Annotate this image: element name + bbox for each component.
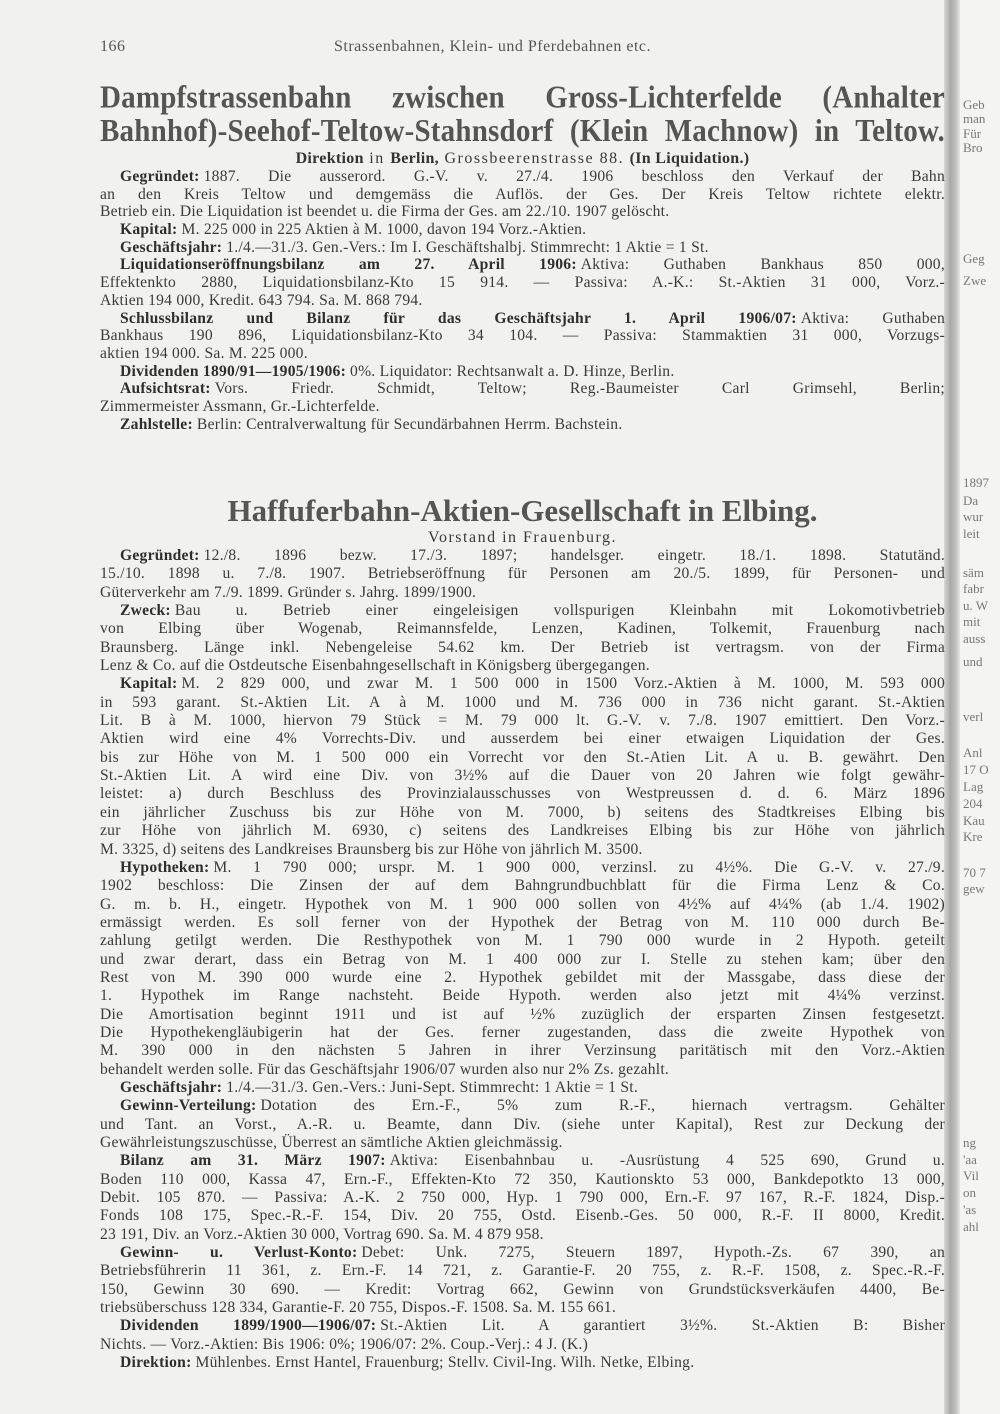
field-text: aktien 194 000. Sa. M. 225 000. bbox=[100, 344, 308, 362]
field-text: triebsüberschuss 128 334, Garantie-F. 20 755, Dispos.-F. 1508. Sa. M. 155 661. bbox=[100, 1299, 616, 1317]
text-line bbox=[100, 1116, 945, 1134]
text-line bbox=[100, 822, 945, 840]
text-line bbox=[100, 1024, 945, 1042]
paragraph bbox=[100, 239, 945, 257]
entry-body bbox=[100, 547, 945, 1372]
adjacent-page-fragment: verl bbox=[963, 709, 984, 724]
field-text: M. 3325, d) seitens des Landkreises Braunsberg bis zur Höhe von jährlich M. 3500. bbox=[100, 840, 643, 858]
text-line bbox=[100, 274, 945, 292]
adjacent-page-fragment: Zwe bbox=[963, 273, 987, 288]
text-line bbox=[100, 221, 945, 239]
entry-dampfstrassenbahn bbox=[100, 81, 945, 433]
text-line bbox=[100, 694, 945, 712]
field-label: Bilanz am 31. März 1907: bbox=[120, 1152, 386, 1170]
adjacent-page-fragment: on bbox=[963, 1185, 976, 1200]
paragraph bbox=[100, 859, 945, 1079]
text-line bbox=[100, 859, 945, 877]
paragraph bbox=[100, 168, 945, 221]
field-text: Betriebsführerin 11 361, z. Ern.-F. 14 721, z. Garantie-F. 20 755, z. R.-F. 1508, z. Spec.-R.-F. bbox=[100, 1262, 945, 1280]
field-label: Zahlstelle: bbox=[120, 415, 193, 433]
field-text: Dotation des Ern.-F., 5% zum R.-F., hiernach vertragsm. Gehälter bbox=[260, 1097, 945, 1115]
text-line bbox=[100, 749, 945, 767]
text-line bbox=[100, 639, 945, 657]
text-line bbox=[100, 1079, 945, 1097]
paragraph bbox=[100, 1097, 945, 1152]
text-line bbox=[100, 345, 945, 363]
field-label: Hypotheken: bbox=[120, 858, 210, 876]
field-text: Die Hypothekengläubigerin hat der Ges. ferner zugestanden, dass die zweite Hypothek von bbox=[100, 1023, 945, 1041]
text-line bbox=[100, 363, 945, 381]
adjacent-page-fragment: Anl bbox=[963, 745, 983, 760]
field-label: Gegründet: bbox=[120, 168, 200, 185]
text-line bbox=[100, 987, 945, 1005]
field-text: behandelt werden solle. Für das Geschäftsjahr 1906/07 wurden also nur 2% Zs. gezahlt. bbox=[100, 1060, 670, 1078]
text-line bbox=[100, 1207, 945, 1225]
text-line bbox=[100, 804, 945, 822]
text-line bbox=[100, 712, 945, 730]
field-text: Aktien 194 000, Kredit. 643 794. Sa. M. 868 794. bbox=[100, 291, 423, 309]
field-text: M. 390 000 in den nächsten 5 Jahren in ihrer Verzinsung paritätisch mit den Vorz.-Aktien bbox=[100, 1042, 945, 1060]
text-line bbox=[100, 602, 945, 620]
adjacent-page-fragment: auss bbox=[963, 631, 986, 646]
field-label: Liquidationseröffnungsbilanz am 27. April 1906: bbox=[120, 256, 577, 274]
field-text: Vors. Friedr. Schmidt, Teltow; Reg.-Baumeister Carl Grimsehl, Berlin; bbox=[214, 380, 945, 398]
text-line bbox=[100, 1134, 945, 1152]
field-text: 1902 beschloss: Die Zinsen der auf dem Bahngrundbuchblatt für die Firma Lenz & Co. bbox=[100, 877, 945, 895]
adjacent-page-fragment: 1897 bbox=[963, 475, 989, 490]
field-text: M. 2 829 000, und zwar M. 1 500 000 in 1500 Vorz.-Aktien à M. 1000, M. 593 000 bbox=[181, 675, 945, 693]
field-text: Braunsberg. Länge inkl. Nebengeleise 54.62 km. Der Betrieb ist vertragsm. von der Firma bbox=[100, 638, 945, 656]
field-label: Gewinn- u. Verlust-Konto: bbox=[120, 1244, 358, 1262]
field-label: Schlussbilanz und Bilanz für das Geschäftsjahr 1. April 1906/07: bbox=[120, 309, 797, 327]
text-line bbox=[100, 327, 945, 345]
text-line bbox=[100, 1262, 945, 1280]
field-text: Lit. B à M. 1000, hiervon 79 Stück = M. 79 000 lt. G.-V. v. 7./8. 1907 emittiert. Den Vorz.- bbox=[100, 712, 945, 730]
field-text: 1. Hypothek im Range nachsteht. Beide Hypoth. werden also jetzt mit 4¼% verzinst. bbox=[100, 987, 945, 1005]
field-text: Aktien wird eine 4% Vorrechts-Div. und ausserdem bei einer etwaigen Liquidation der Ges. bbox=[100, 730, 945, 748]
entry-title bbox=[100, 82, 945, 149]
text-line bbox=[100, 1226, 945, 1244]
field-text: 1./4.—31./3. Gen.-Vers.: Im I. Geschäftshalbj. Stimmrecht: 1 Aktie = 1 St. bbox=[226, 238, 709, 256]
paragraph bbox=[100, 1079, 945, 1097]
adjacent-page-fragment: u. W bbox=[963, 598, 989, 613]
field-text: Gewährleistungszuschüsse, Überrest an sämtliche Aktien gleichmässig. bbox=[100, 1134, 563, 1151]
text-line bbox=[100, 675, 945, 693]
paragraph bbox=[100, 547, 945, 602]
subtitle-in: in bbox=[369, 150, 385, 167]
paragraph bbox=[100, 602, 945, 675]
field-label: Dividenden 1899/1900—1906/07: bbox=[120, 1317, 377, 1335]
adjacent-page-fragment: Da bbox=[963, 493, 979, 508]
text-line bbox=[100, 1171, 945, 1189]
liquidation-status: (In Liquidation.) bbox=[629, 150, 750, 167]
page-gutter-shadow bbox=[944, 0, 960, 1414]
text-line bbox=[100, 1061, 945, 1079]
adjacent-page-fragment: Für bbox=[963, 126, 982, 141]
field-text: Aktiva: Guthaben bbox=[800, 309, 945, 327]
adjacent-page-fragment: 'aa bbox=[963, 1152, 977, 1167]
paragraph bbox=[100, 1354, 945, 1372]
field-label: Kapital: bbox=[120, 221, 178, 239]
adjacent-page-fragment: man bbox=[963, 111, 986, 126]
subtitle-city: Berlin, bbox=[390, 150, 439, 167]
field-text: Fonds 108 175, Spec.-R.-F. 154, Div. 20 755, Ostd. Eisenb.-Ges. 50 000, R.-F. II 8000, Kredit. bbox=[100, 1207, 945, 1225]
paragraph bbox=[100, 675, 945, 858]
adjacent-page-fragment: 17 O bbox=[963, 762, 989, 777]
field-label: Zweck: bbox=[120, 602, 171, 620]
field-text: Nichts. — Vorz.-Aktien: Bis 1906: 0%; 1906/07: 2%. Coup.-Verj.: 4 J. (K.) bbox=[100, 1335, 589, 1353]
text-line bbox=[100, 565, 945, 583]
text-line bbox=[100, 1244, 945, 1262]
field-text: Debit. 105 870. — Passiva: A.-K. 2 750 000, Hyp. 1 790 000, Ern.-F. 97 167, R.-F. 1824, Disp.- bbox=[100, 1189, 945, 1207]
field-text: M. 1 790 000; urspr. M. 1 900 000, verzinsl. zu 4½%. Die G.-V. v. 27./9. bbox=[213, 858, 945, 876]
direktion-label: Direktion bbox=[295, 150, 364, 167]
field-text: und zwar derart, dass ein Betrag von M. 1 400 000 zur I. Stelle zu stehen kam; über den bbox=[100, 950, 945, 968]
field-text: zur Höhe von jährlich M. 6930, c) seitens des Landkreises Elbing bis zur Höhe von jährlich bbox=[100, 822, 945, 840]
text-line bbox=[100, 239, 945, 257]
adjacent-page-fragment: Kre bbox=[963, 829, 983, 844]
field-text: M. 225 000 in 225 Aktien à M. 1000, davon 194 Vorz.-Aktien. bbox=[181, 221, 587, 239]
text-line bbox=[100, 584, 945, 602]
adjacent-page-fragment: Geb bbox=[963, 97, 985, 112]
text-line bbox=[100, 1354, 945, 1372]
text-line bbox=[100, 380, 945, 398]
text-line bbox=[100, 398, 945, 416]
field-text: ein jährlicher Zuschuss bis zur Höhe von M. 7000, b) seitens des Stadtkreises Elbing bis bbox=[100, 803, 945, 821]
text-line bbox=[100, 168, 945, 186]
paragraph bbox=[100, 1317, 945, 1354]
field-text: Debet: Unk. 7275, Steuern 1897, Hypoth.-Zs. 67 390, an bbox=[361, 1244, 945, 1262]
page-number: 166 bbox=[100, 38, 126, 55]
field-label: Dividenden 1890/91—1905/1906: bbox=[120, 362, 347, 380]
field-text: Güterverkehr am 7./9. 1899. Gründer s. Jahrg. 1899/1900. bbox=[100, 583, 477, 601]
field-text: bis zur Höhe von M. 1 500 000 ein Vorrecht vor den St.-Atien Lit. A u. B. gewährt. Den bbox=[100, 748, 945, 766]
field-text: St.-Aktien Lit. A wird eine Div. von 3½% auf die Dauer von 20 Jahren wie folgt gewähr- bbox=[100, 767, 945, 785]
running-title: Strassenbahnen, Klein- und Pferdebahnen etc. bbox=[333, 38, 651, 55]
field-text: Mühlenbes. Ernst Hantel, Frauenburg; Stellv. Civil-Ing. Wilh. Netke, Elbing. bbox=[195, 1354, 695, 1372]
text-line bbox=[100, 292, 945, 310]
field-text: 0%. Liquidator: Rechtsanwalt a. D. Hinze, Berlin. bbox=[350, 362, 675, 380]
paragraph bbox=[100, 1244, 945, 1317]
entry-subtitle: Vorstand in Frauenburg. bbox=[427, 529, 617, 546]
field-label: Gegründet: bbox=[120, 547, 200, 564]
text-line bbox=[100, 416, 945, 434]
text-line bbox=[100, 969, 945, 987]
field-text: 15./10. 1898 u. 7./8. 1907. Betriebseröffnung für Personen am 20./5. 1899, für Personen- und bbox=[100, 565, 945, 583]
adjacent-page-fragment: Vil bbox=[963, 1168, 979, 1183]
text-line bbox=[100, 914, 945, 932]
entry-haffuferbahn bbox=[100, 494, 945, 1372]
text-line bbox=[100, 896, 945, 914]
text-line bbox=[100, 657, 945, 675]
text-line bbox=[100, 730, 945, 748]
text-line bbox=[100, 203, 945, 221]
subtitle-address: Grossbeerenstrasse 88. bbox=[444, 150, 625, 167]
field-text: St.-Aktien Lit. A garantiert 3½%. St.-Aktien B: Bisher bbox=[380, 1317, 945, 1335]
adjacent-page-fragment: ahl bbox=[963, 1219, 979, 1234]
field-label: Aufsichtsrat: bbox=[120, 380, 211, 398]
paragraph bbox=[100, 310, 945, 363]
field-text: in 593 garant. St.-Aktien Lit. A à M. 1000 und M. 736 000 in 736 nicht garant. St.-Aktien bbox=[100, 693, 945, 711]
text-line bbox=[100, 841, 945, 859]
text-line bbox=[100, 1097, 945, 1115]
field-text: Aktiva: Guthaben Bankhaus 850 000, bbox=[580, 256, 945, 274]
field-text: 150, Gewinn 30 690. — Kredit: Vortrag 662, Gewinn von Grundstücksverkäufen 4400, Be- bbox=[100, 1280, 945, 1298]
text-line bbox=[100, 951, 945, 969]
field-text: G. m. b. H., eingetr. Hypothek von M. 1 900 000 sollen von 4½% auf 4¼% (ab 1./4. 1902) bbox=[100, 895, 945, 913]
adjacent-page-fragment: Bro bbox=[963, 140, 983, 155]
field-label: Kapital: bbox=[120, 675, 178, 693]
paragraph bbox=[100, 416, 945, 434]
field-text: Rest von M. 390 000 wurde eine 2. Hypothek gebildet mit der Massgabe, dass diese der bbox=[100, 968, 945, 986]
adjacent-page-fragment: säm bbox=[963, 565, 984, 580]
adjacent-page-fragment: 'as bbox=[963, 1202, 977, 1217]
field-label: Geschäftsjahr: bbox=[120, 238, 223, 256]
text-line bbox=[100, 767, 945, 785]
field-text: 1887. Die ausserord. G.-V. v. 27./4. 1906 beschloss den Verkauf der Bahn bbox=[203, 168, 945, 185]
entry-title-line: Dampfstrassenbahn zwischen Gross-Lichterfelde (Anhalter bbox=[100, 81, 945, 115]
text-line bbox=[100, 1152, 945, 1170]
adjacent-page-fragment: gew bbox=[963, 881, 985, 896]
text-line bbox=[100, 932, 945, 950]
field-text: zahlung getilgt werden. Die Resthypothek von M. 1 790 000 wurde in 2 Hypoth. geteilt bbox=[100, 932, 945, 950]
entry-title-line: Bahnhof)-Seehof-Teltow-Stahnsdorf (Klein Machnow) in Teltow. bbox=[100, 115, 945, 149]
adjacent-page-fragment: wur bbox=[963, 509, 984, 524]
adjacent-page-fragment: und bbox=[963, 654, 983, 669]
paragraph bbox=[100, 256, 945, 309]
adjacent-page-fragment: fabr bbox=[963, 581, 984, 596]
text-line bbox=[100, 547, 945, 565]
field-text: 12./8. 1896 bezw. 17./3. 1897; handelsger. eingetr. 18./1. 1898. Statutänd. bbox=[203, 547, 945, 564]
text-line bbox=[100, 620, 945, 638]
field-text: ermässigt werden. Es soll ferner von der Hypothek der Betrag von M. 110 000 durch Be- bbox=[100, 913, 945, 931]
paragraph bbox=[100, 221, 945, 239]
field-label: Gewinn-Verteilung: bbox=[120, 1097, 257, 1115]
text-line bbox=[100, 186, 945, 204]
text-line bbox=[100, 1299, 945, 1317]
text-line bbox=[100, 785, 945, 803]
field-text: 23 191, Div. an Vorz.-Aktien 30 000, Vortrag 690. Sa. M. 4 879 958. bbox=[100, 1225, 544, 1243]
field-text: Die Amortisation beginnt 1911 und ist auf ½% zuzüglich der ersparten Zinsen festgesetzt. bbox=[100, 1005, 945, 1023]
paragraph bbox=[100, 380, 945, 415]
field-text: Zimmermeister Assmann, Gr.-Lichterfelde. bbox=[100, 397, 380, 415]
paragraph bbox=[100, 1152, 945, 1244]
field-text: an den Kreis Teltow und demgemäss die Auflös. der Ges. Der Kreis Teltow richtete elektr. bbox=[100, 185, 945, 203]
text-line bbox=[100, 256, 945, 274]
field-text: Bankhaus 190 896, Liquidationsbilanz-Kto 34 104. — Passiva: Stammaktien 31 000, Vorzugs- bbox=[100, 327, 945, 345]
field-text: Lenz & Co. auf die Ostdeutsche Eisenbahngesellschaft in Königsberg übergegangen. bbox=[100, 657, 650, 675]
adjacent-page-fragment: 70 7 bbox=[963, 865, 986, 880]
adjacent-page-fragment: Lag bbox=[963, 779, 984, 794]
field-text: von Elbing über Wogenab, Reimannsfelde, Lenzen, Kadinen, Tolkemit, Frauenburg nach bbox=[100, 620, 945, 638]
adjacent-page-fragment: Geg bbox=[963, 251, 985, 266]
field-text: Boden 110 000, Kassa 47, Ern.-F., Effekten-Kto 72 350, Kautionskto 53 000, Bankdepotkto 13 000, bbox=[100, 1170, 945, 1188]
adjacent-page-fragment: Kau bbox=[963, 813, 985, 828]
field-text: Bau u. Betrieb einer eingeleisigen vollspurigen Kleinbahn mit Lokomotivbetrieb bbox=[174, 602, 945, 620]
field-text: und Tant. an Vorst., A.-R. u. Beamte, dann Div. (siehe unter Kapital), Rest zur Deckung der bbox=[100, 1115, 945, 1133]
text-line bbox=[100, 1006, 945, 1024]
adjacent-page-fragment: 204 bbox=[963, 796, 983, 811]
paragraph bbox=[100, 363, 945, 381]
adjacent-page-fragment: mit bbox=[963, 614, 981, 629]
field-text: Berlin: Centralverwaltung für Secundärbahnen Herrm. Bachstein. bbox=[196, 415, 623, 433]
entry-subtitle bbox=[100, 150, 945, 168]
text-line bbox=[100, 1317, 945, 1335]
text-line bbox=[100, 877, 945, 895]
text-line bbox=[100, 1042, 945, 1060]
adjacent-page-fragment: ng bbox=[963, 1135, 976, 1150]
text-line bbox=[100, 1336, 945, 1354]
text-line bbox=[100, 1281, 945, 1299]
field-text: Effektenkto 2880, Liquidationsbilanz-Kto 15 914. — Passiva: A.-K.: St.-Aktien 31 000, Vorz.- bbox=[100, 274, 945, 292]
field-label: Geschäftsjahr: bbox=[120, 1078, 223, 1096]
text-line bbox=[100, 310, 945, 328]
entry-title: Haffuferbahn-Aktien-Gesellschaft in Elbing. bbox=[227, 493, 818, 528]
field-text: Betrieb ein. Die Liquidation ist beendet u. die Firma der Ges. am 22./10. 1907 gelöscht. bbox=[100, 203, 670, 221]
adjacent-page-fragment: leit bbox=[963, 526, 980, 541]
field-text: 1./4.—31./3. Gen.-Vers.: Juni-Sept. Stimmrecht: 1 Aktie = 1 St. bbox=[226, 1078, 639, 1096]
field-label: Direktion: bbox=[120, 1354, 192, 1372]
field-text: Aktiva: Eisenbahnbau u. -Ausrüstung 4 525 690, Grund u. bbox=[389, 1152, 945, 1170]
entry-body bbox=[100, 168, 945, 433]
text-line bbox=[100, 1189, 945, 1207]
field-text: leistet: a) durch Beschluss des Provinzialausschusses von Westpreussen d. d. 6. März 1896 bbox=[100, 785, 945, 803]
